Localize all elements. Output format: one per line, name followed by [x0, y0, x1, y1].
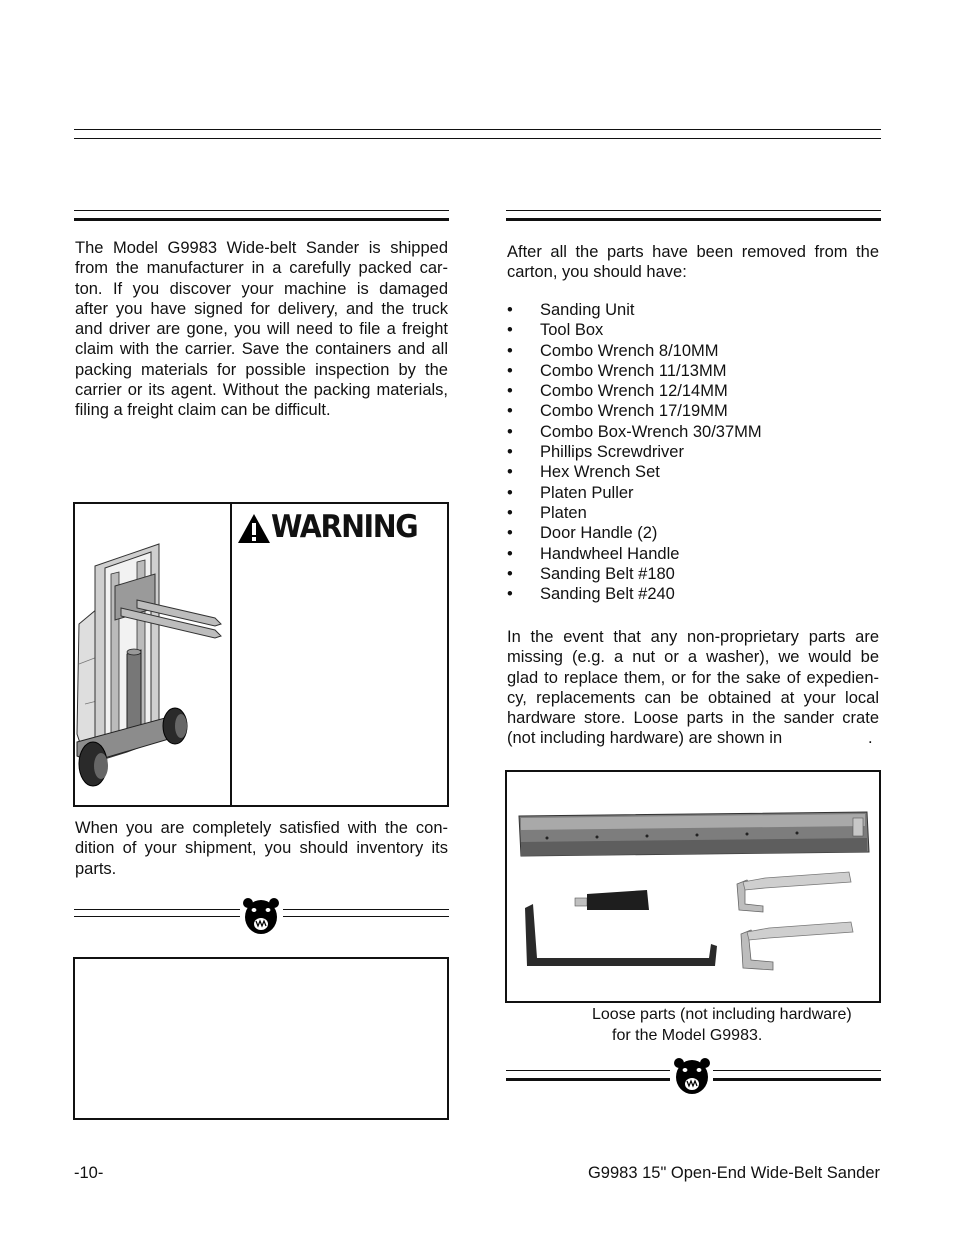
list-item: • Handwheel Handle	[507, 544, 877, 564]
header-rule-bottom	[74, 138, 881, 139]
warning-box	[73, 502, 449, 807]
warning-triangle-icon	[237, 513, 271, 544]
caption-line: for the Model G9983.	[612, 1026, 763, 1044]
left-section-rule-thin	[74, 210, 449, 211]
sentence-period: .	[868, 729, 873, 748]
divider-line	[713, 1070, 881, 1071]
list-item: • Combo Wrench 11/13MM	[507, 361, 877, 381]
text-line: cy, replacements can be obtained at your local	[507, 688, 879, 707]
text-fragment: (not including hardware) are shown in	[507, 729, 783, 748]
missing-parts-paragraph	[507, 627, 879, 749]
loose-parts-photo	[507, 772, 879, 1001]
notice-box	[73, 957, 449, 1120]
text-line: missing (e.g. a nut or a washer), we would be	[507, 648, 879, 667]
divider-line	[74, 916, 240, 917]
text-line	[507, 728, 879, 748]
list-item: • Combo Box-Wrench 30/37MM	[507, 422, 877, 442]
text-line: dition of your shipment, you should inventory its	[75, 839, 448, 858]
caption-line: Loose parts (not including hardware)	[592, 1006, 852, 1023]
forklift-illustration	[75, 504, 230, 805]
warning-header	[235, 510, 443, 546]
list-item: • Platen	[507, 503, 877, 523]
header-rule-top	[74, 129, 881, 130]
bear-logo-icon	[672, 1056, 712, 1096]
divider-line	[74, 909, 240, 910]
text-line: glad to replace them, or for the sake of expedien-	[507, 668, 879, 687]
bear-logo-icon	[241, 896, 281, 936]
list-item: • Sanding Unit	[507, 300, 877, 320]
right-section-rule-thin	[506, 210, 881, 211]
text-line: from the manufacturer in a carefully packed car-	[75, 259, 448, 278]
list-item: • Sanding Belt #240	[507, 584, 877, 604]
divider-line	[506, 1078, 670, 1081]
list-item: • Combo Wrench 12/14MM	[507, 381, 877, 401]
list-item: • Hex Wrench Set	[507, 462, 877, 482]
inventory-transition-paragraph	[75, 818, 448, 879]
list-item: • Phillips Screwdriver	[507, 442, 877, 462]
text-line: In the event that any non-proprietary parts are	[507, 628, 879, 646]
text-line: filing a freight claim can be difficult.	[75, 401, 331, 420]
text-line: After all the parts have been removed from the	[507, 243, 879, 261]
divider-line	[506, 1070, 670, 1071]
footer-title: G9983 15" Open-End Wide-Belt Sander	[587, 1164, 880, 1182]
text-line: ton. If you discover your machine is damaged	[75, 279, 448, 298]
text-line: carton, you should have:	[507, 263, 687, 282]
list-item: • Door Handle (2)	[507, 523, 877, 543]
right-section-divider	[506, 1056, 881, 1096]
figure-caption	[592, 1005, 852, 1046]
right-section-rule-thick	[506, 218, 881, 221]
inventory-list	[507, 300, 877, 604]
text-line: after you have signed for delivery, and the truck	[75, 299, 448, 318]
text-line: claim with the carrier. Save the containers and all	[75, 340, 448, 359]
list-item: • Combo Wrench 17/19MM	[507, 401, 877, 421]
warning-label: WARNING	[271, 509, 418, 545]
inventory-intro-paragraph	[507, 242, 879, 283]
warning-box-divider	[230, 504, 232, 805]
list-item: • Combo Wrench 8/10MM	[507, 341, 877, 361]
list-item: • Sanding Belt #180	[507, 564, 877, 584]
divider-line	[283, 916, 449, 917]
shipping-damage-paragraph	[75, 238, 448, 421]
text-line: carrier or its agent. Without the packing materials,	[75, 381, 448, 400]
left-section-divider	[74, 896, 449, 936]
left-section-rule-thick	[74, 218, 449, 221]
loose-parts-figure	[505, 770, 881, 1003]
text-line: The Model G9983 Wide-belt Sander is shipped	[75, 239, 448, 257]
text-line: and driver are gone, you will need to file a freight	[75, 320, 448, 339]
divider-line	[713, 1078, 881, 1081]
list-item: • Tool Box	[507, 320, 877, 340]
divider-line	[283, 909, 449, 910]
text-line: hardware store. Loose parts in the sander crate	[507, 709, 879, 728]
page-number: -10-	[74, 1164, 104, 1182]
text-line: When you are completely satisfied with the con-	[75, 819, 448, 837]
text-line: parts.	[75, 859, 117, 878]
text-line: packing materials for possible inspection by the	[75, 360, 448, 379]
list-item: • Platen Puller	[507, 483, 877, 503]
